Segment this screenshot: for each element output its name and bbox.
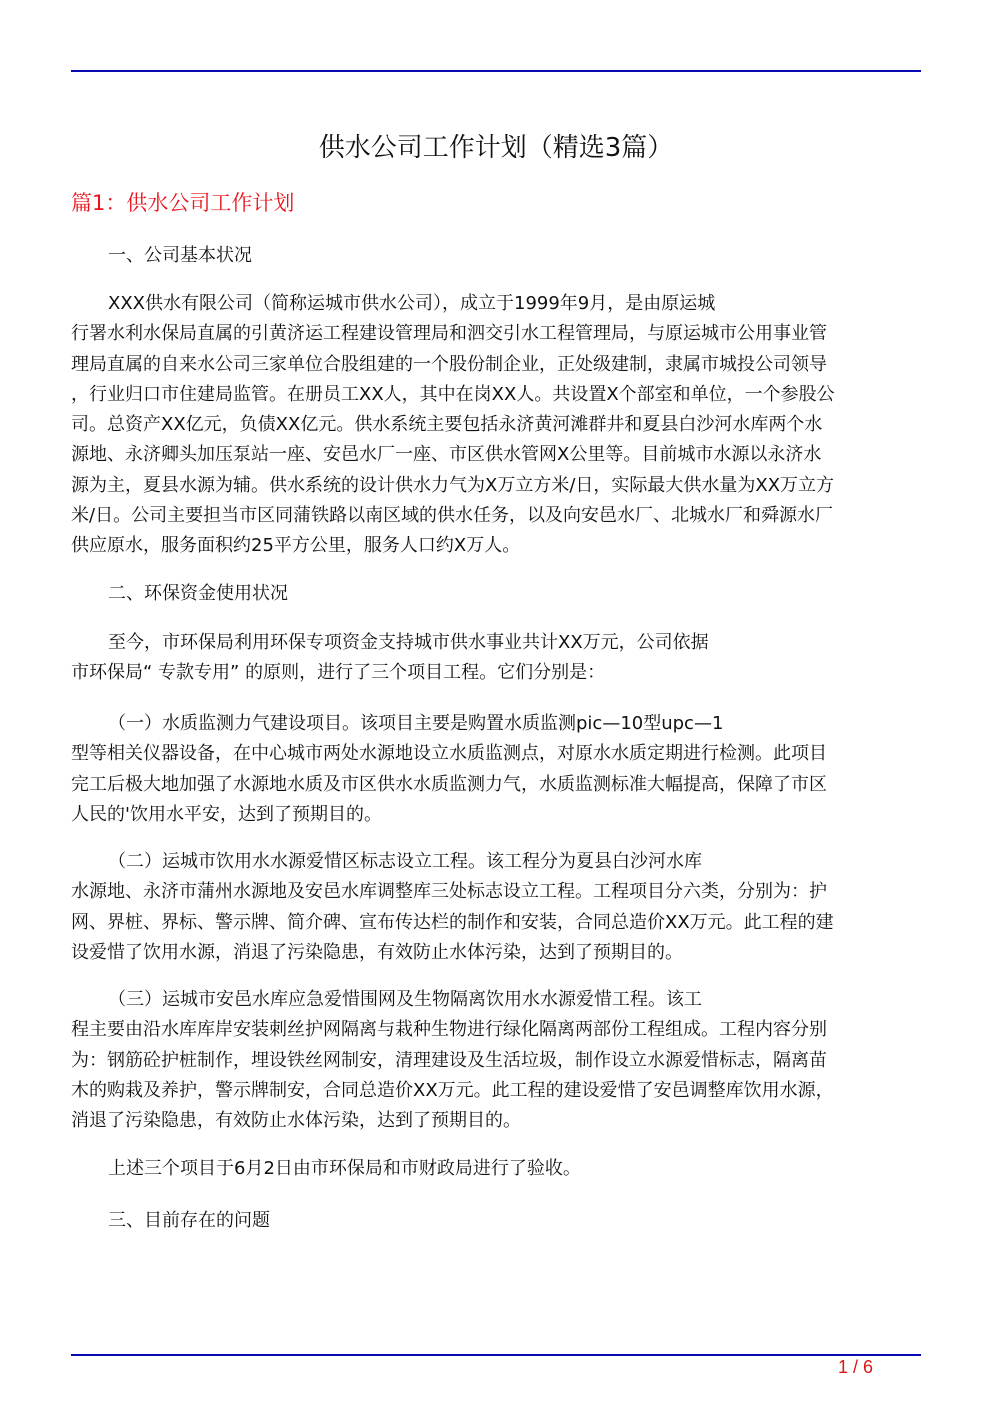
text-line: 市环保局“ 专款专用” 的原则，进行了三个项目工程。它们分别是：	[71, 662, 606, 684]
text-line: ，行业归口市住建局监管。在册员工XX人，其中在岗XX人。共设置X个部室和单位，一个参股公	[71, 383, 835, 405]
page-number: 1 / 6	[838, 1357, 874, 1377]
section-heading	[71, 241, 931, 271]
text-line: 网、界桩、界标、警示牌、简介碑、宣布传达栏的制作和安装，合同总造价XX万元。此工程的建	[71, 911, 834, 933]
text-line: （二）运城市饮用水水源爱惜区标志设立工程。该工程分为夏县白沙河水库	[108, 851, 702, 872]
paragraph	[71, 847, 931, 968]
text-line: 源地、永济卿头加压泵站一座、安邑水厂一座、市区供水管网X公里等。目前城市水源以永济水	[71, 444, 822, 466]
document-title: 供水公司工作计划（精选3篇）	[318, 133, 674, 163]
text-line: 理局直属的自来水公司三家单位合股组建的一个股份制企业，正处级建制，隶属市城投公司领导	[71, 353, 827, 375]
text-line: 程主要由沿水库库岸安装刺丝护网隔离与栽种生物进行绿化隔离两部份工程组成。工程内容分别	[71, 1019, 827, 1041]
text-line: 一、公司基本状况	[108, 245, 252, 266]
section-heading	[71, 579, 931, 609]
text-line: 供应原水，服务面积约25平方公里，服务人口约X万人。	[71, 535, 521, 557]
text-line: （一）水质监测力气建设项目。该项目主要是购置水质监测pic—10型upc—1	[108, 713, 724, 734]
paragraph	[71, 628, 931, 689]
text-line: 三、目前存在的问题	[108, 1210, 270, 1231]
paragraph	[71, 709, 931, 830]
text-line: 为：钢筋砼护桩制作，埋设铁丝网制安，清理建设及生活垃圾，制作设立水源爱惜标志，隔离苗	[71, 1049, 827, 1071]
paragraph	[71, 1154, 931, 1184]
text-line: 二、环保资金使用状况	[108, 583, 288, 604]
header-rule	[71, 70, 921, 72]
text-line: 米/日。公司主要担当市区同蒲铁路以南区域的供水任务，以及向安邑水厂、北城水厂和舜源水厂	[71, 505, 834, 527]
paragraph	[71, 985, 931, 1136]
text-line: 上述三个项目于6月2日由市环保局和市财政局进行了验收。	[108, 1158, 581, 1179]
text-line: 人民的'饮用水平安，达到了预期目的。	[71, 803, 382, 825]
text-line: 行署水利水保局直属的引黄济运工程建设管理局和泗交引水工程管理局，与原运城市公用事业管	[71, 323, 827, 345]
section-subtitle: 篇1：供水公司工作计划	[71, 191, 295, 215]
footer-rule	[71, 1354, 921, 1356]
text-line: （三）运城市安邑水库应急爱惜围网及生物隔离饮用水水源爱惜工程。该工	[108, 989, 702, 1010]
text-line: 设爱惜了饮用水源，消退了污染隐患，有效防止水体污染，达到了预期目的。	[71, 941, 683, 963]
text-line: 至今，市环保局利用环保专项资金支持城市供水事业共计XX万元，公司依据	[108, 632, 709, 653]
text-line: 完工后极大地加强了水源地水质及市区供水水质监测力气，水质监测标准大幅提高，保障了市区	[71, 773, 827, 795]
text-line: XXX供水有限公司（简称运城市供水公司），成立于1999年9月，是由原运城	[108, 293, 716, 314]
text-line: 消退了污染隐患，有效防止水体污染，达到了预期目的。	[71, 1110, 521, 1132]
text-line: 司。总资产XX亿元，负债XX亿元。供水系统主要包括永济黄河滩群井和夏县白沙河水库两个水	[71, 414, 823, 436]
section-heading	[71, 1206, 931, 1236]
text-line: 型等相关仪器设备，在中心城市两处水源地设立水质监测点，对原水水质定期进行检测。此项目	[71, 743, 827, 765]
text-line: 水源地、永济市蒲州水源地及安邑水库调整库三处标志设立工程。工程项目分六类，分别为：护	[71, 881, 827, 903]
paragraph	[71, 289, 931, 562]
text-line: 木的购栽及养护，警示牌制安，合同总造价XX万元。此工程的建设爱惜了安邑调整库饮用水源，	[71, 1079, 834, 1101]
text-line: 源为主，夏县水源为辅。供水系统的设计供水力气为X万立方米/日，实际最大供水量为XX万立方	[71, 474, 835, 496]
